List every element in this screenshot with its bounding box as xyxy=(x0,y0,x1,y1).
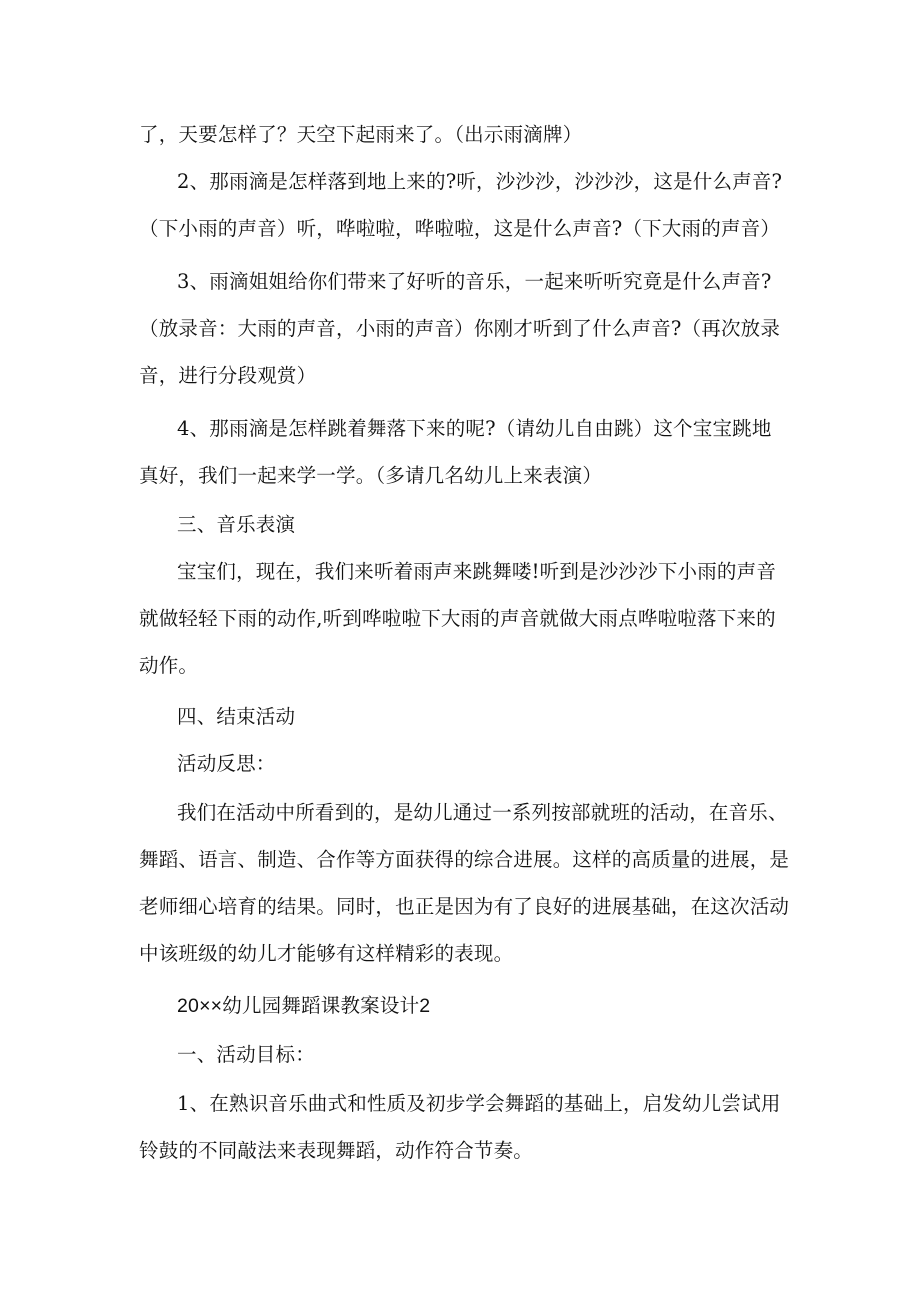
text-line: 动作。 xyxy=(139,654,199,677)
section-heading-music-performance xyxy=(177,501,295,548)
text-line: 3、雨滴姐姐给你们带来了好听的音乐，一起来听听究竟是什么声音? xyxy=(177,270,772,293)
text-line: 2、那雨滴是怎样落到地上来的?听，沙沙沙，沙沙沙，这是什么声音? xyxy=(177,170,783,193)
text-line: 音，进行分段观赏） xyxy=(139,364,317,387)
paragraph-step-4 xyxy=(139,405,772,499)
section-heading-reflection xyxy=(177,740,276,787)
text-line: 1、在熟识音乐曲式和性质及初步学会舞蹈的基础上，启发幼儿尝试用 xyxy=(177,1092,781,1115)
document-title-part-2 xyxy=(177,983,430,1030)
paragraph-reflection xyxy=(139,789,789,977)
text-line: 老师细心培育的结果。同时，也正是因为有了良好的进展基础，在这次活动 xyxy=(139,895,790,918)
section-heading-end-activity xyxy=(177,693,295,740)
text-line: 了，天要怎样了？天空下起雨来了。（出示雨滴牌） xyxy=(139,123,583,146)
text-line: 就做轻轻下雨的动作,听到哗啦啦下大雨的声音就做大雨点哗啦啦落下来的 xyxy=(139,607,776,630)
text-line: （放录音：大雨的声音，小雨的声音）你刚才听到了什么声音?（再次放录 xyxy=(139,317,781,340)
text-line: 宝宝们，现在，我们来听着雨声来跳舞喽!听到是沙沙沙下小雨的声音 xyxy=(177,560,777,583)
text-line: 铃鼓的不同敲法来表现舞蹈，动作符合节奏。 xyxy=(139,1139,534,1162)
paragraph-continuation xyxy=(139,111,582,158)
section-heading-objectives xyxy=(177,1031,315,1078)
heading-text: 四、结束活动 xyxy=(177,705,296,728)
text-line: 4、那雨滴是怎样跳着舞落下来的呢?（请幼儿自由跳）这个宝宝跳地 xyxy=(177,417,772,440)
text-line: （下小雨的声音）听，哗啦啦，哗啦啦，这是什么声音?（下大雨的声音） xyxy=(139,217,781,240)
paragraph-objective-1 xyxy=(139,1080,781,1174)
title-text: 20××幼儿园舞蹈课教案设计2 xyxy=(177,995,431,1017)
text-line: 我们在活动中所看到的，是幼儿通过一系列按部就班的活动，在音乐、 xyxy=(177,801,788,824)
paragraph-step-2 xyxy=(139,158,782,252)
text-line: 舞蹈、语言、制造、合作等方面获得的综合进展。这样的高质量的进展，是 xyxy=(139,848,790,871)
paragraph-performance-instructions xyxy=(139,548,776,689)
heading-text: 一、活动目标： xyxy=(177,1043,315,1066)
paragraph-step-3 xyxy=(139,258,780,399)
text-line: 中该班级的幼儿才能够有这样精彩的表现。 xyxy=(139,942,514,965)
heading-text: 活动反思： xyxy=(177,752,276,775)
text-line: 真好，我们一起来学一学。（多请几名幼儿上来表演） xyxy=(139,464,603,487)
heading-text: 三、音乐表演 xyxy=(177,513,296,536)
